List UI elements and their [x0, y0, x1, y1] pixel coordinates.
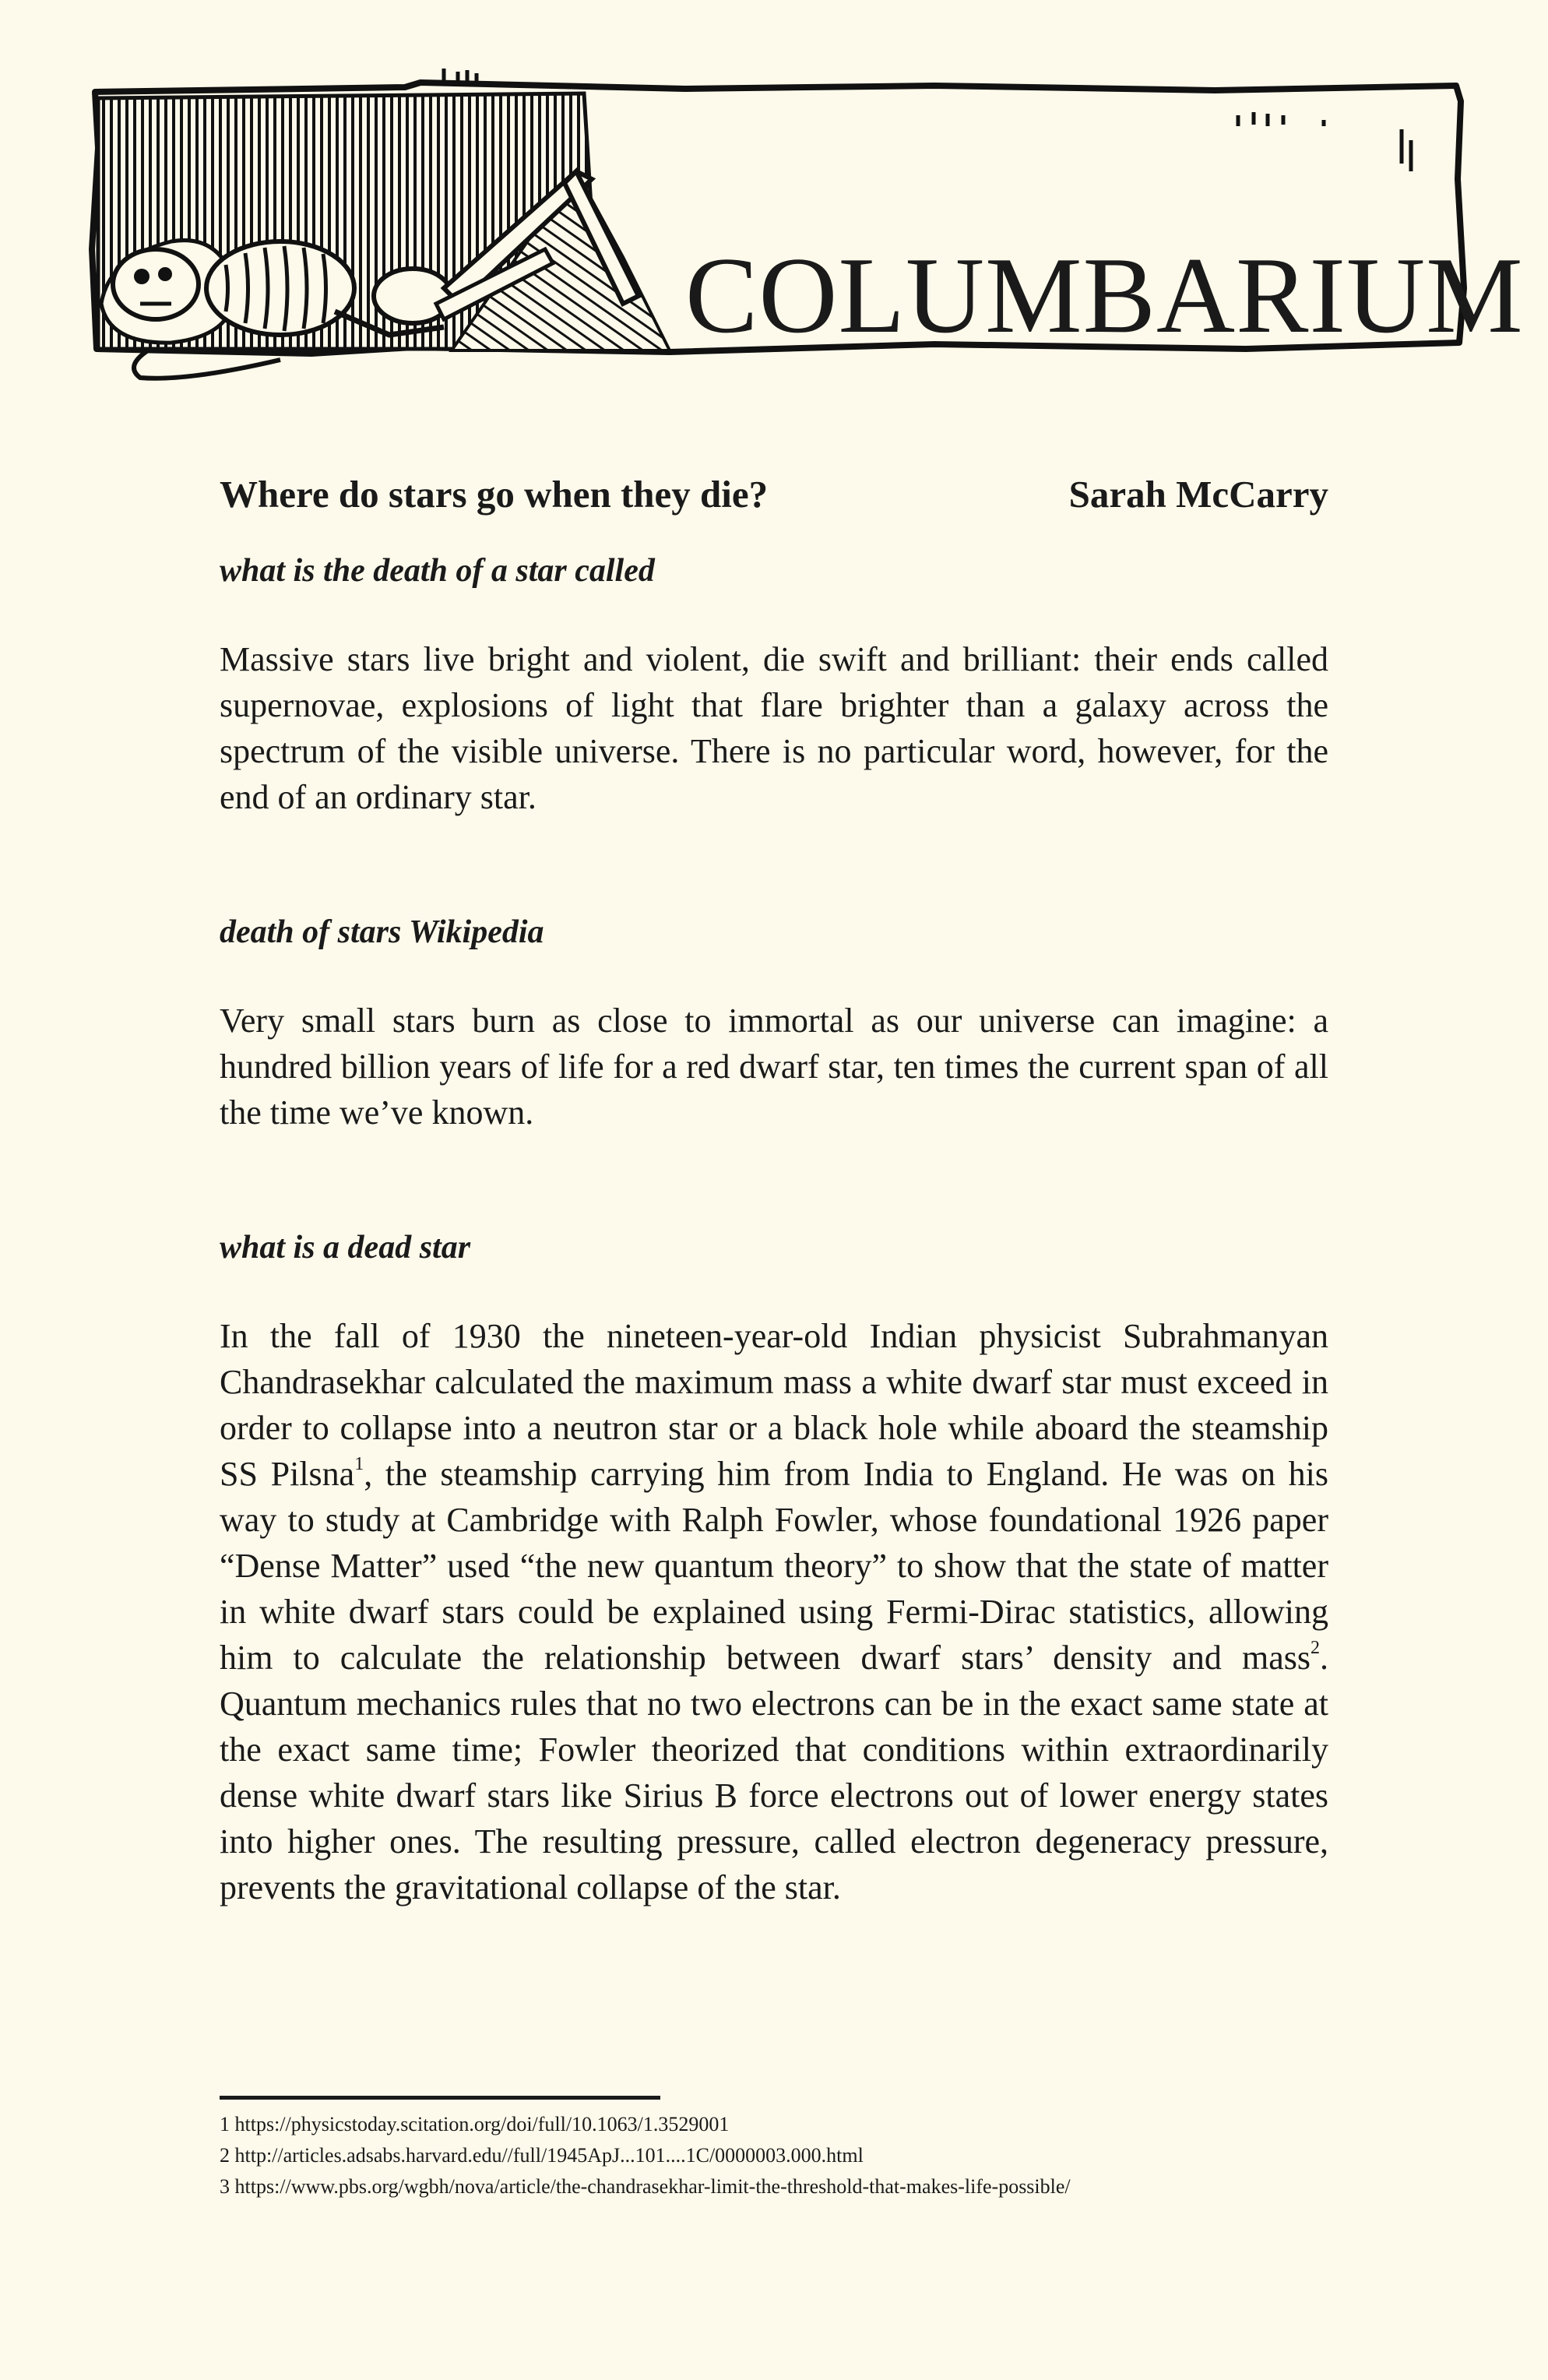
- masthead-banner: [78, 55, 1524, 382]
- article-title: Where do stars go when they die?: [220, 473, 769, 516]
- footnote-ref[interactable]: 2: [1311, 1638, 1320, 1659]
- footnote-link[interactable]: 2 http://articles.adsabs.harvard.edu//full/1945ApJ...101....1C/0000003.000.html: [220, 2144, 864, 2167]
- section-heading: death of stars Wikipedia: [220, 914, 544, 950]
- section-body: Massive stars live bright and violent, die swift and brilliant: their ends called supernovae, explosions of light that flare brighter than a galaxy across the spectrum of the visible universe. There is no particular word, however, for the end of an ordinary star.: [220, 640, 1328, 816]
- section-body: Very small stars burn as close to immortal as our universe can imagine: a hundred billion years of life for a red dwarf star, ten times the current span of all the time we’ve known.: [220, 1002, 1328, 1132]
- article-title-row: [220, 459, 1328, 530]
- footnote-divider: [220, 2096, 660, 2100]
- footnote-link[interactable]: 3 https://www.pbs.org/wgbh/nova/article/the-chandrasekhar-limit-the-threshold-that-makes-life-possible/: [220, 2175, 1071, 2198]
- article: [220, 459, 1328, 1910]
- body-text: . Quantum mechanics rules that no two electrons can be in the exact same state at the exact same time; Fowler theorized that conditions within extraordinarily dense white dwarf stars like Sirius B force electrons out of lower energy states into higher ones. The resulting pressure, called electron degeneracy pressure, prevents the gravitational collapse of the star.: [220, 1639, 1328, 1906]
- section-heading: what is the death of a star called: [220, 553, 655, 589]
- section-heading: what is a dead star: [220, 1230, 471, 1266]
- masthead-title: COLUMBARIUM: [685, 235, 1524, 356]
- section-body: [220, 1313, 1328, 1910]
- article-author: Sarah McCarry: [1068, 473, 1328, 516]
- body-text: , the steamship carrying him from India to England. He was on his way to study at Cambridge with Ralph Fowler, whose foundational 1926 paper “Dense Matter” used “the new quantum theory” to show that the state of matter in white dwarf stars could be explained using Fermi-Dirac statistics, allowing him to calculate the relationship between dwarf stars’ density and mass: [220, 1455, 1329, 1677]
- footnote-link[interactable]: 1 https://physicstoday.scitation.org/doi/full/10.1063/1.3529001: [220, 2113, 730, 2135]
- body-text: In the fall of 1930 the nineteen-year-old Indian physicist Subrahmanyan Chandrasekhar calculated the maximum mass a white dwarf star must exceed in order to collapse into a neutron star or a black hole while aboard the steamship SS Pilsna: [220, 1317, 1328, 1493]
- footnotes: [220, 2109, 1388, 2202]
- footnote-ref[interactable]: 1: [354, 1454, 364, 1475]
